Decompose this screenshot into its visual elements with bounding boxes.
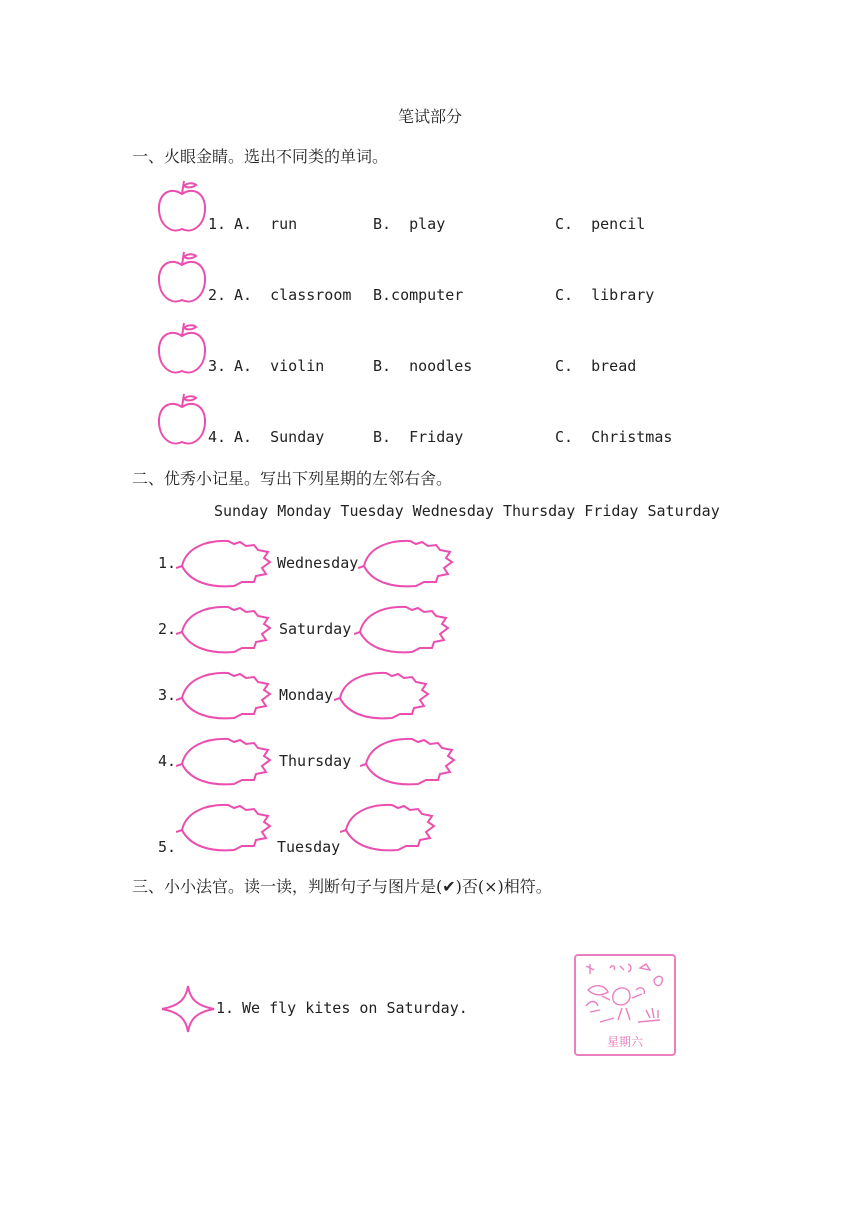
leaf-answer-box-left[interactable] [176,670,272,720]
option-a: A. classroom [234,286,352,304]
stamp-caption: 星期六 [606,1035,643,1049]
option-a: A. run [234,215,298,233]
star-answer-box[interactable] [160,984,216,1034]
option-c: C. bread [555,357,637,375]
given-day: Thursday [279,752,352,770]
leaf-answer-box-right[interactable] [340,802,436,852]
apple-icon [156,391,208,455]
option-c: C. Christmas [555,428,673,446]
given-day: Wednesday [277,554,359,572]
question-number: 2. [208,286,227,304]
question-number: 5. [158,838,177,856]
leaf-answer-box-right[interactable] [360,736,456,786]
days-of-week-line: Sunday Monday Tuesday Wednesday Thursday Friday Saturday [214,502,720,520]
leaf-answer-box-left[interactable] [176,604,272,654]
saturday-stamp-picture [574,954,676,1056]
page-title: 笔试部分 [397,107,462,126]
given-day: Tuesday [277,838,341,856]
question-number: 1. [216,999,235,1017]
option-a: A. violin [234,357,325,375]
option-b: B. noodles [373,357,473,375]
statement-sentence: We fly kites on Saturday. [242,999,468,1017]
section1-heading: 一、火眼金睛。选出不同类的单词。 [132,147,389,166]
apple-icon [156,249,208,313]
question-number: 3. [158,686,177,704]
apple-icon [156,320,208,384]
option-b: B. play [373,215,446,233]
leaf-answer-box-right[interactable] [334,670,430,720]
section2-heading: 二、优秀小记星。写出下列星期的左邻右舍。 [132,469,453,488]
leaf-answer-box-left[interactable] [176,538,272,588]
leaf-answer-box-right[interactable] [354,604,450,654]
question-number: 2. [158,620,177,638]
option-b: B. Friday [373,428,464,446]
option-b: B.computer [373,286,464,304]
leaf-answer-box-left[interactable] [176,802,272,852]
option-c: C. pencil [555,215,646,233]
option-c: C. library [555,286,655,304]
question-number: 4. [208,428,227,446]
kite-flying-illustration [580,960,670,1032]
leaf-answer-box-right[interactable] [358,538,454,588]
question-number: 1. [208,215,227,233]
apple-icon [156,178,208,242]
given-day: Monday [279,686,334,704]
given-day: Saturday [279,620,352,638]
section3-heading: 三、小小法官。读一读，判断句子与图片是(✔)否(×)相符。 [132,877,552,896]
question-number: 4. [158,752,177,770]
option-a: A. Sunday [234,428,325,446]
leaf-answer-box-left[interactable] [176,736,272,786]
question-number: 1. [158,554,177,572]
question-number: 3. [208,357,227,375]
